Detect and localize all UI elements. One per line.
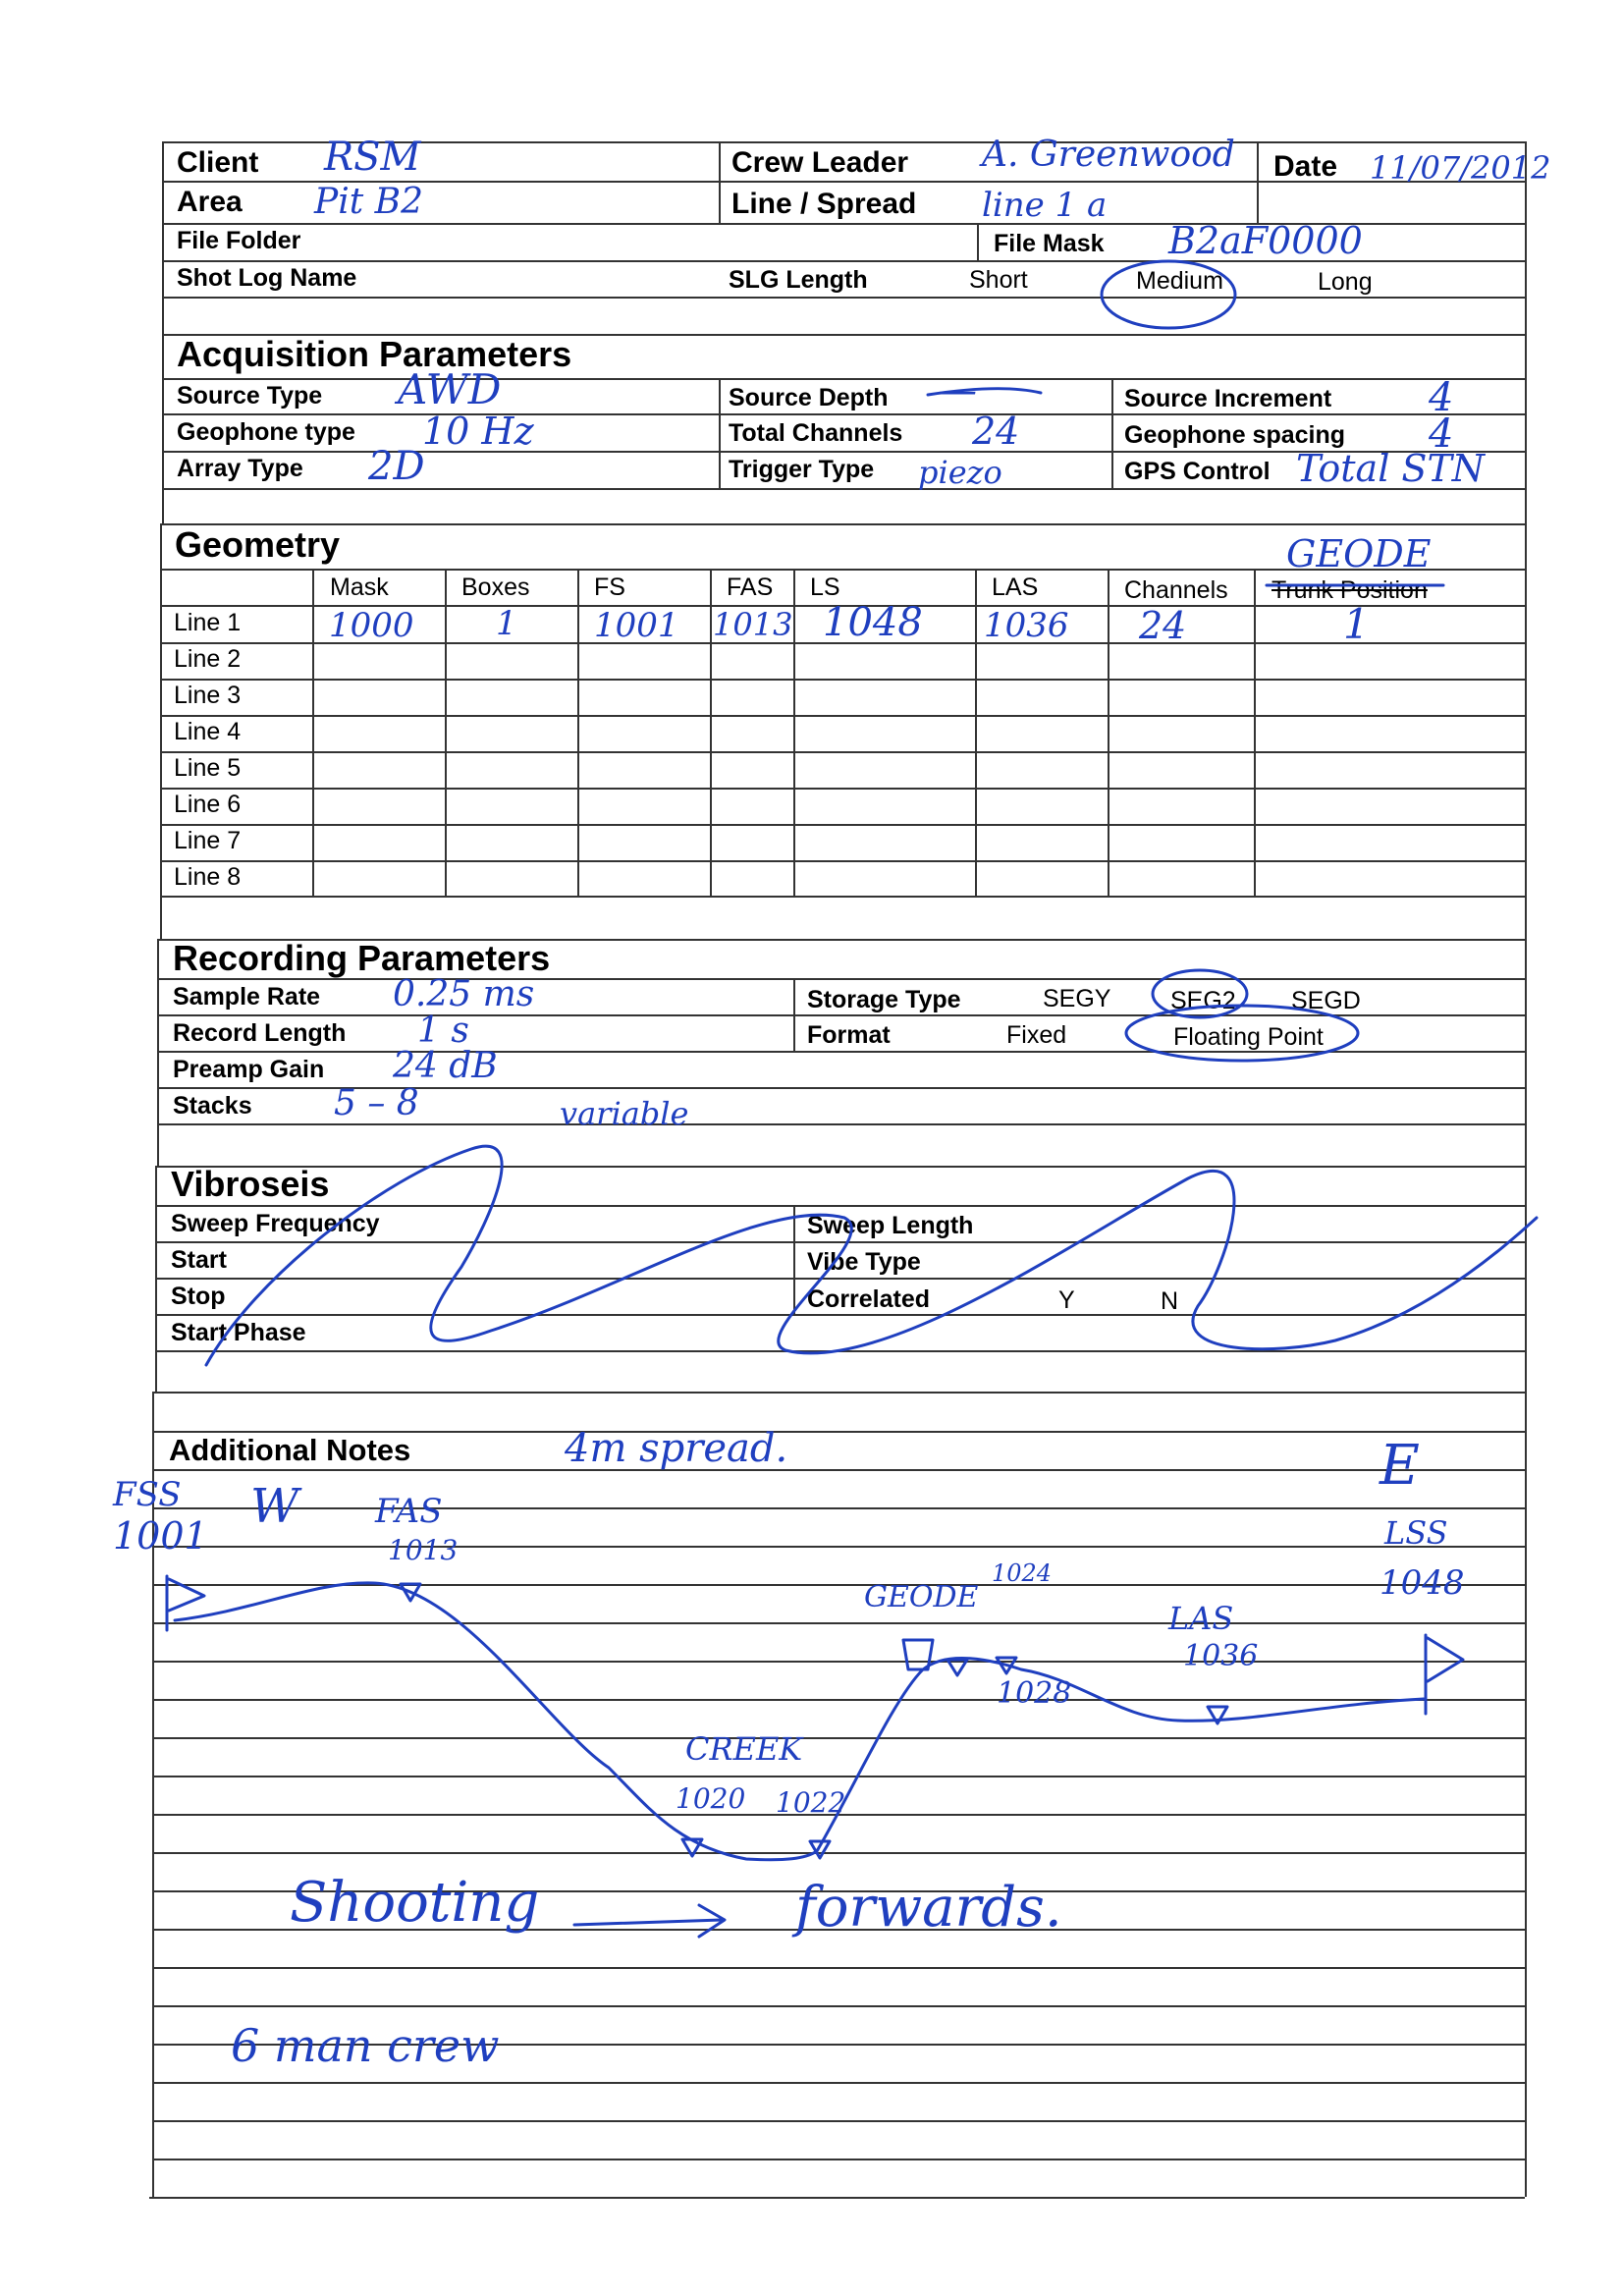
sample-rate-value: 0.25 ms: [393, 974, 535, 1014]
spread-note: 4m spread.: [565, 1426, 788, 1471]
geophone-spacing-value: 4: [1429, 411, 1454, 457]
rule: [152, 1699, 1525, 1701]
line1-fas: 1013: [713, 606, 793, 643]
rule: [445, 569, 447, 896]
rule: [152, 1584, 1525, 1586]
rule: [160, 679, 1525, 681]
crew-leader-value: A. Greenwood: [982, 135, 1235, 175]
rule: [155, 1166, 1525, 1168]
rule: [160, 896, 1525, 898]
fas-geophone-icon: [401, 1584, 420, 1601]
rule: [152, 1967, 1525, 1969]
rule: [157, 1014, 1525, 1016]
line1-boxes: 1: [496, 604, 517, 643]
sample-rate-label: Sample Rate: [173, 983, 321, 1011]
source-increment-label: Source Increment: [1124, 385, 1332, 412]
slg-option-short: Short: [969, 266, 1028, 294]
source-increment-value: 4: [1429, 375, 1454, 420]
crew-note: 6 man crew: [231, 2019, 500, 2072]
rule: [152, 1661, 1525, 1663]
crew-leader-label: Crew Leader: [731, 146, 909, 179]
record-length-label: Record Length: [173, 1019, 347, 1047]
rule: [152, 2005, 1525, 2007]
rule: [1111, 378, 1113, 488]
row-line-6: Line 6: [174, 791, 242, 818]
shot-log-label: Shot Log Name: [177, 264, 357, 292]
rule: [162, 297, 1525, 299]
rule: [577, 569, 579, 896]
stacks-value: 5 – 8: [334, 1083, 419, 1123]
rule: [152, 1392, 1525, 1394]
area-value: Pit B2: [314, 182, 424, 222]
acquisition-title: Acquisition Parameters: [177, 334, 572, 374]
creek-1020: 1020: [676, 1782, 746, 1815]
rule: [152, 2082, 1525, 2084]
las-label: LAS: [1168, 1600, 1234, 1637]
west-marker: W: [250, 1479, 299, 1534]
las-value: 1036: [1183, 1639, 1259, 1673]
rule: [719, 141, 721, 223]
client-value: RSM: [324, 135, 421, 180]
vibe-type-label: Vibe Type: [807, 1248, 921, 1276]
col-las: LAS: [992, 574, 1039, 601]
end-flag-icon: [1426, 1635, 1463, 1714]
file-mask-value: B2aF0000: [1168, 219, 1363, 262]
geometry-title: Geometry: [175, 524, 341, 565]
creek-1022: 1022: [776, 1786, 846, 1819]
fss-value: 1001: [113, 1514, 208, 1558]
rule: [157, 1123, 1525, 1125]
line1-mask: 1000: [329, 606, 414, 645]
rule: [793, 569, 795, 896]
geode-box-icon: [903, 1640, 933, 1669]
rule: [155, 1166, 157, 1392]
rule: [152, 1469, 1525, 1471]
sweep-length-label: Sweep Length: [807, 1212, 974, 1239]
line1-trunk: 1: [1343, 600, 1370, 648]
line1-ls: 1048: [823, 600, 923, 645]
col-fas: FAS: [727, 574, 774, 601]
file-mask-label: File Mask: [994, 230, 1105, 257]
rule: [149, 2197, 1525, 2199]
correlated-y: Y: [1058, 1286, 1075, 1314]
file-folder-label: File Folder: [177, 227, 301, 254]
rule: [975, 569, 977, 896]
vibroseis-title: Vibroseis: [171, 1164, 330, 1204]
source-type-value: AWD: [398, 365, 502, 413]
rule: [152, 1737, 1525, 1739]
format-label: Format: [807, 1021, 891, 1049]
rule: [160, 751, 1525, 753]
start-phase-label: Start Phase: [171, 1319, 306, 1346]
format-option-fixed: Fixed: [1006, 1021, 1067, 1049]
preamp-gain-label: Preamp Gain: [173, 1056, 325, 1083]
stop-label: Stop: [171, 1283, 226, 1310]
rule: [162, 378, 1525, 380]
gps-control-label: GPS Control: [1124, 458, 1271, 485]
rule: [1257, 141, 1259, 223]
creek-label: CREEK: [685, 1730, 803, 1768]
gps-control-value: Total STN: [1296, 447, 1486, 490]
date-value: 11/07/2012: [1370, 149, 1551, 187]
sweep-frequency-label: Sweep Frequency: [171, 1210, 380, 1237]
rule: [162, 413, 1525, 415]
rule: [312, 569, 314, 896]
geophone-type-label: Geophone type: [177, 418, 355, 446]
rule: [719, 378, 721, 488]
rule: [160, 860, 1525, 862]
station-1028: 1028: [997, 1676, 1072, 1711]
rule: [155, 1350, 1525, 1352]
col-trunk-position: Trunk Position: [1271, 576, 1428, 604]
rule: [1525, 1166, 1527, 1392]
col-ls: LS: [810, 574, 840, 601]
line1-fs: 1001: [594, 606, 679, 645]
row-line-4: Line 4: [174, 718, 242, 745]
slg-length-label: SLG Length: [729, 266, 868, 294]
rule: [793, 978, 795, 1051]
rule: [157, 978, 1525, 980]
recording-title: Recording Parameters: [173, 938, 551, 978]
rule: [162, 334, 164, 523]
rule: [152, 1507, 1525, 1509]
rule: [1254, 569, 1256, 896]
source-depth-label: Source Depth: [729, 384, 889, 411]
rule: [155, 1241, 1525, 1243]
rule: [155, 1205, 1525, 1207]
rule: [155, 1314, 1525, 1316]
rule: [710, 569, 712, 896]
line-spread-label: Line / Spread: [731, 188, 917, 220]
lss-label: LSS: [1384, 1514, 1448, 1552]
row-line-8: Line 8: [174, 863, 242, 891]
correlated-n: N: [1161, 1287, 1179, 1315]
rule: [152, 2120, 1525, 2122]
row-line-3: Line 3: [174, 682, 242, 709]
preamp-gain-value: 24 dB: [393, 1046, 498, 1086]
total-channels-value: 24: [972, 410, 1020, 453]
line1-las: 1036: [984, 606, 1069, 645]
rule: [162, 523, 1525, 525]
rule: [793, 1205, 795, 1314]
notes-title: Additional Notes: [169, 1433, 411, 1467]
source-depth-value: —: [938, 368, 977, 413]
trunk-position-replacement: GEODE: [1286, 532, 1432, 575]
rule: [1525, 1392, 1527, 2197]
rule: [160, 824, 1525, 826]
creek-geophone-icon: [810, 1841, 830, 1858]
start-label: Start: [171, 1246, 227, 1274]
col-channels: Channels: [1124, 576, 1228, 604]
fas-label: FAS: [375, 1492, 443, 1531]
geode-label: GEODE: [864, 1580, 979, 1614]
format-option-floating-point: Floating Point: [1173, 1023, 1324, 1051]
east-marker: E: [1380, 1434, 1420, 1498]
line-spread-value: line 1 a: [982, 186, 1108, 225]
row-line-2: Line 2: [174, 645, 242, 673]
geode-value: 1024: [992, 1559, 1053, 1587]
rule: [152, 1622, 1525, 1624]
rule: [160, 715, 1525, 717]
array-type-value: 2D: [368, 444, 425, 489]
las-geophone-icon: [1208, 1707, 1227, 1723]
geophone-type-value: 10 Hz: [422, 410, 534, 453]
row-line-7: Line 7: [174, 827, 242, 854]
total-channels-label: Total Channels: [729, 419, 903, 447]
row-line-1: Line 1: [174, 609, 242, 636]
slg-option-long: Long: [1318, 268, 1373, 296]
rule: [160, 523, 162, 939]
storage-option-segy: SEGY: [1043, 985, 1111, 1012]
rule: [1525, 523, 1527, 939]
col-mask: Mask: [330, 574, 389, 601]
trigger-type-value: piezo: [918, 454, 1002, 491]
record-length-value: 1 s: [417, 1011, 469, 1051]
fss-label: FSS: [113, 1475, 182, 1514]
source-type-label: Source Type: [177, 382, 323, 410]
lss-value: 1048: [1380, 1563, 1465, 1603]
stacks-label: Stacks: [173, 1092, 252, 1120]
rule: [1525, 334, 1527, 523]
storage-type-label: Storage Type: [807, 986, 961, 1013]
rule: [977, 223, 979, 260]
rule: [1525, 939, 1527, 1166]
rule: [157, 1051, 1525, 1053]
date-label: Date: [1273, 150, 1338, 183]
row-line-5: Line 5: [174, 754, 242, 782]
geophone-spacing-label: Geophone spacing: [1124, 421, 1346, 449]
fas-value: 1013: [388, 1534, 459, 1566]
rule: [152, 1776, 1525, 1777]
rule: [155, 1278, 1525, 1280]
slg-option-medium: Medium: [1136, 267, 1223, 295]
stacks-note: variable: [560, 1095, 689, 1132]
trigger-type-label: Trigger Type: [729, 456, 875, 483]
storage-option-seg2: SEG2: [1170, 987, 1236, 1014]
line1-channels: 24: [1139, 604, 1187, 647]
correlated-label: Correlated: [807, 1285, 931, 1313]
rule: [162, 141, 164, 336]
rule: [157, 939, 159, 1166]
area-label: Area: [177, 186, 243, 218]
col-boxes: Boxes: [461, 574, 530, 601]
storage-option-segd: SEGD: [1291, 987, 1361, 1014]
rule: [160, 788, 1525, 790]
client-label: Client: [177, 146, 259, 179]
shooting-direction-arrow: [574, 1905, 725, 1937]
rule: [152, 1852, 1525, 1854]
shooting-note: Shooting: [290, 1871, 540, 1935]
rule: [152, 1546, 1525, 1548]
rule: [1108, 569, 1109, 896]
forwards-note: forwards.: [795, 1876, 1062, 1940]
col-fs: FS: [594, 574, 625, 601]
rule: [152, 2159, 1525, 2160]
array-type-label: Array Type: [177, 455, 303, 482]
